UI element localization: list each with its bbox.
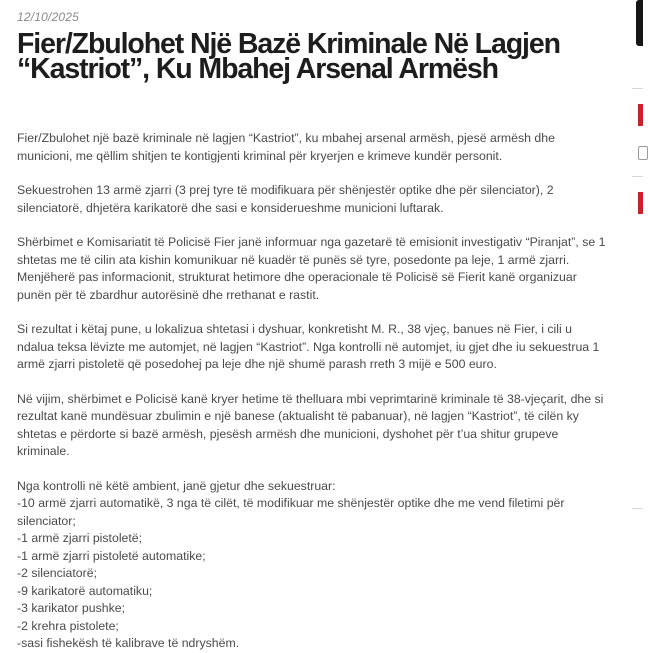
paragraph: Në vijim, shërbimet e Policisë kanë kryer hetime të thelluara mbi veprimtarinë kriminale të 38-vjeçarit, dhe si rezultat kanë mundësuar zbulimin e një banese (aktualisht të pabanuar), në lagjen “Kastriot”, të cilën ky shtetas e përdorte si bazë armësh, pjesësh armësh dhe municioni, dyshohet për t’ua shitur grupeve kriminale.	[17, 391, 604, 458]
list-item: -1 armë zjarri pistoletë;	[17, 531, 143, 545]
sidebar-divider	[632, 508, 643, 509]
sidebar-accent-bar	[638, 192, 643, 214]
list-item: -2 krehra pistolete;	[17, 618, 119, 633]
sidebar-edge	[632, 0, 643, 600]
paragraph: Sekuestrohen 13 armë zjarri (3 prej tyre të modifikuara për shënjestër optike dhe për silenciator), 2 silenciatorë, dhjetëra karikatorë dhe sasi e konsiderueshme municioni luftarak.	[17, 183, 554, 215]
paragraph: Fier/Zbulohet një bazë kriminale në lagjen “Kastriot”, ku mbahej arsenal armësh, pjesë armësh dhe municioni, me qëllim shitjen te kontigjenti kriminal për kryerjen e krimeve kundër personit.	[17, 131, 555, 163]
list-item: -2 silenciatorë;	[17, 566, 97, 580]
article-title: Fier/Zbulohet Një Bazë Kriminale Në Lagjen “Kastriot”, Ku Mbahej Arsenal Armësh	[17, 28, 560, 85]
sidebar-divider	[632, 88, 643, 89]
sidebar-divider	[632, 176, 643, 177]
sidebar-checkbox[interactable]	[638, 146, 648, 160]
article-body	[17, 130, 607, 653]
paragraph: Si rezultat i këtaj pune, u lokalizua shtetasi i dyshuar, konkretisht M. R., 38 vjeç, banues në Fier, i cili u ndalua teksa lëvizte me automjet, në lagjen “Kastriot”. Nga kontrolli në automjet, iu gjet dhe iu sekuestrua 1 armë zjarri pistoletë që posedohej pa leje dhe një shumë parash rreth 3 mijë e 500 euro.	[17, 322, 600, 371]
paragraph: Shërbimet e Komisariatit të Policisë Fier janë informuar nga gazetarë të emisionit investigativ “Piranjat”, se 1 shtetas me të cilin ata kishin komunikuar në kuadër të punës së tyre, posedonte pa leje, 1 armë zjarri. Menjëherë pas informacionit, strukturat hetimore dhe operacionale të Policisë së Fierit kanë organizuar punën për të zbardhur autorësinë dhe rrethanat e rastit.	[17, 235, 606, 302]
seized-items-list	[17, 478, 607, 653]
sidebar-top-block	[636, 0, 643, 46]
list-intro: Nga kontrolli në këtë ambient, janë gjetur dhe sekuestruar:	[17, 478, 336, 493]
list-item: -9 karikatorë automatiku;	[17, 583, 153, 598]
sidebar-accent-bar	[638, 104, 643, 126]
publish-date: 12/10/2025	[17, 10, 80, 24]
list-item: -3 karikator pushke;	[17, 601, 125, 615]
list-item: -sasi fishekësh të kalibrave të ndryshëm.	[17, 636, 240, 650]
list-item: -10 armë zjarri automatikë, 3 nga të cilët, të modifikuar me shënjestër optike dhe me vend filetimi për silenciator;	[17, 496, 565, 528]
list-item: -1 armë zjarri pistoletë automatike;	[17, 548, 206, 563]
